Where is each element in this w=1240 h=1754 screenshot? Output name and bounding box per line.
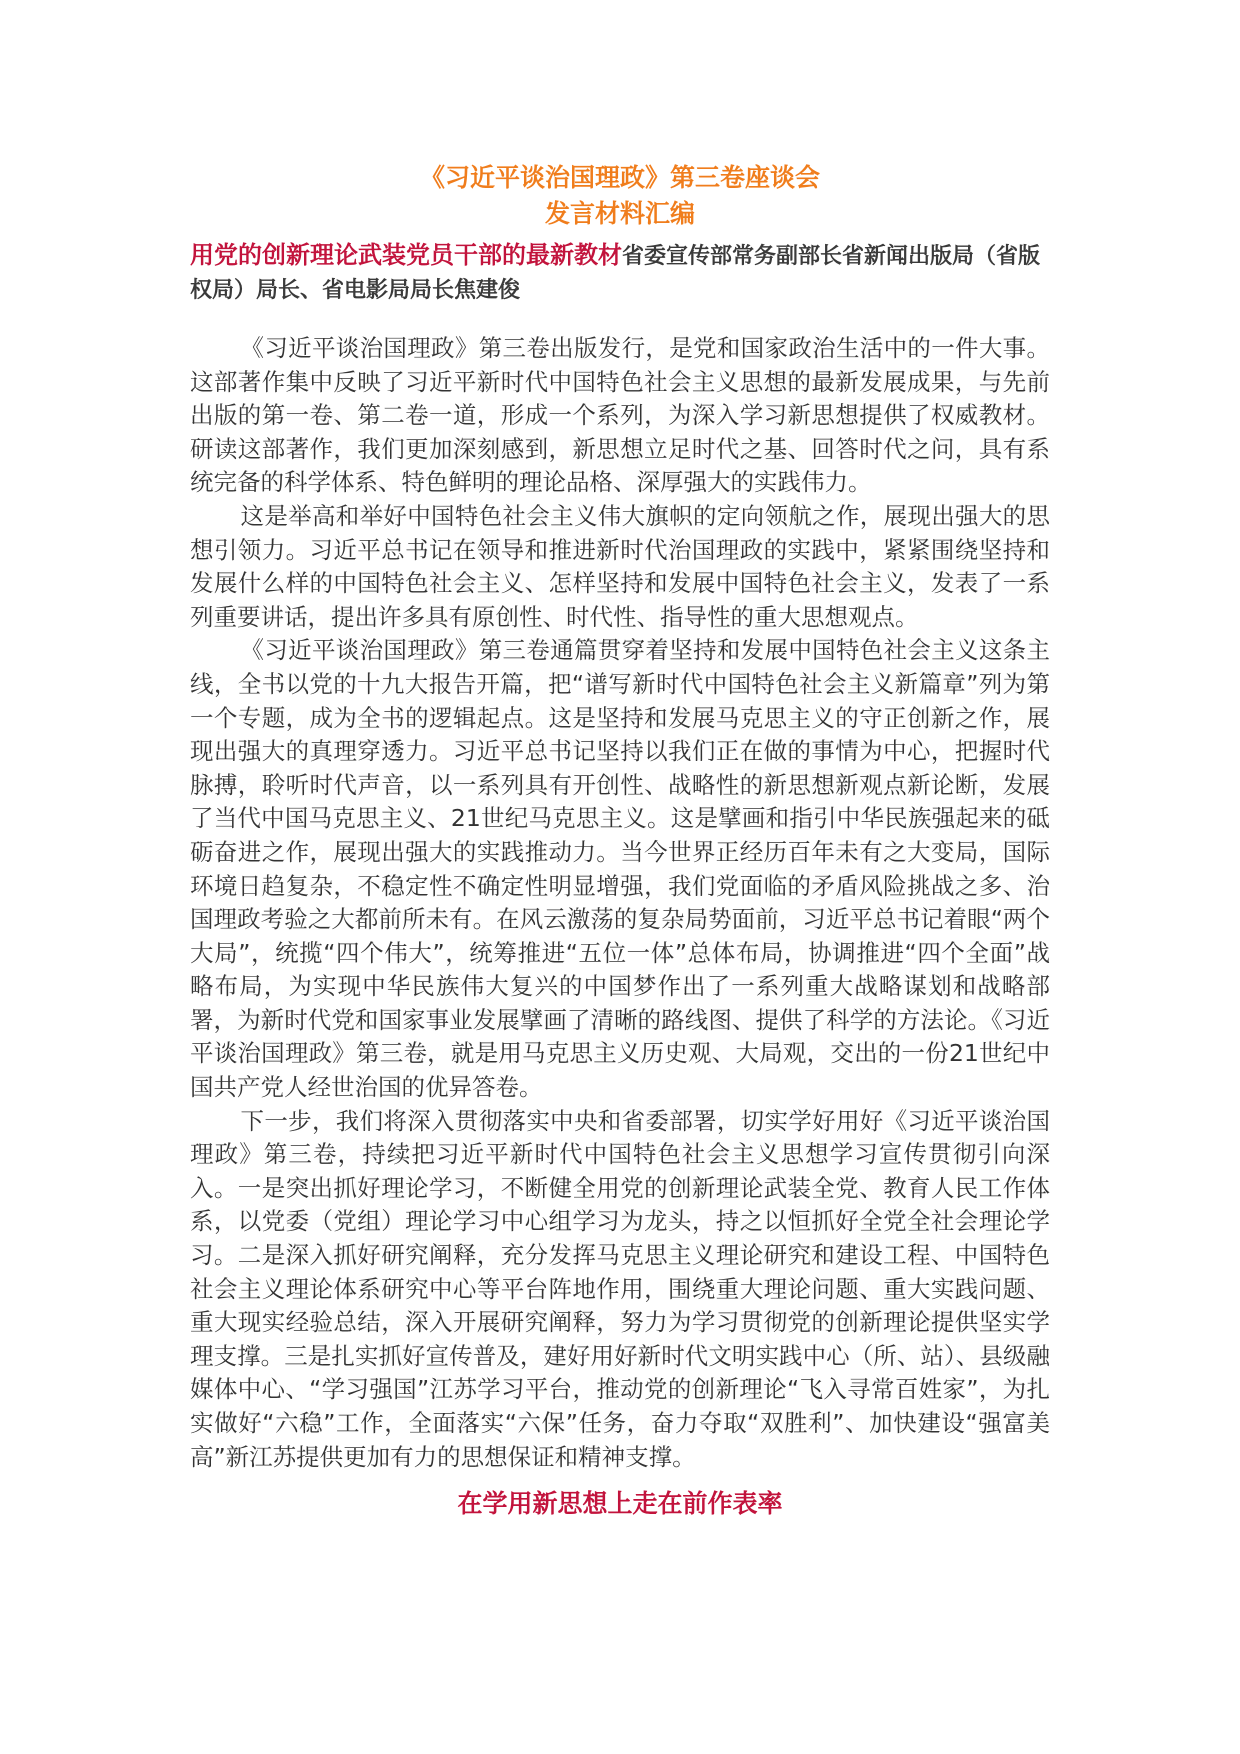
document-title-line1: 《习近平谈治国理政》第三卷座谈会 (419, 163, 820, 192)
article-byline (190, 238, 1050, 308)
body-paragraph-1: 《习近平谈治国理政》第三卷出版发行，是党和国家政治生活中的一件大事。这部著作集中反映了习近平新时代中国特色社会主义思想的最新发展成果，与先前出版的第一卷、第二卷一道，形成一个系列，为深入学习新思想提供了权威教材。研读这部著作，我们更加深刻感到，新思想立足时代之基、回答时代之问，具有系统完备的科学体系、特色鲜明的理论品格、深厚强大的实践伟力。 (190, 334, 1050, 497)
document-page (190, 160, 1050, 1522)
body-paragraph-2: 这是举高和举好中国特色社会主义伟大旗帜的定向领航之作，展现出强大的思想引领力。习近平总书记在领导和推进新时代治国理政的实践中，紧紧围绕坚持和发展什么样的中国特色社会主义、怎样坚持和发展中国特色社会主义，发表了一系列重要讲话，提出许多具有原创性、时代性、指导性的重大思想观点。 (190, 501, 1050, 631)
article-author: 省委宣传部常务副部长省新闻出版局（省版权局）局长、省电影局局长焦建俊 (190, 244, 1041, 303)
document-title-line2: 发言材料汇编 (544, 199, 695, 228)
body-paragraph-4: 下一步，我们将深入贯彻落实中央和省委部署，切实学好用好《习近平谈治国理政》第三卷，持续把习近平新时代中国特色社会主义思想学习宣传贯彻引向深入。一是突出抓好理论学习，不断健全用党的创新理论武装全党、教育人民工作体系，以党委（党组）理论学习中心组学习为龙头，持之以恒抓好全党全社会理论学习。二是深入抓好研究阐释，充分发挥马克思主义理论研究和建设工程、中国特色社会主义理论体系研究中心等平台阵地作用，围绕重大理论问题、重大实践问题、重大现实经验总结，深入开展研究阐释，努力为学习贯彻党的创新理论提供坚实学理支撑。三是扎实抓好宣传普及，建好用好新时代文明实践中心（所、站）、县级融媒体中心、“学习强国”江苏学习平台，推动党的创新理论“飞入寻常百姓家”，为扎实做好“六稳”工作，全面落实“六保”任务，奋力夺取“双胜利”、加快建设“强富美高”新江苏提供更加有力的思想保证和精神支撑。 (190, 1106, 1050, 1471)
article-headline: 用党的创新理论武装党员干部的最新教材 (190, 241, 622, 269)
next-section-title: 在学用新思想上走在前作表率 (457, 1489, 783, 1519)
body-paragraph-3: 《习近平谈治国理政》第三卷通篇贯穿着坚持和发展中国特色社会主义这条主线，全书以党的十九大报告开篇，把“谱写新时代中国特色社会主义新篇章”列为第一个专题，成为全书的逻辑起点。这是坚持和发展马克思主义的守正创新之作，展现出强大的真理穿透力。习近平总书记坚持以我们正在做的事情为中心，把握时代脉搏，聆听时代声音，以一系列具有开创性、战略性的新思想新观点新论断，发展了当代中国马克思主义、21世纪马克思主义。这是擘画和指引中华民族强起来的砥砺奋进之作，展现出强大的实践推动力。当今世界正经历百年未有之大变局，国际环境日趋复杂，不稳定性不确定性明显增强，我们党面临的矛盾风险挑战之多、治国理政考验之大都前所未有。在风云激荡的复杂局势面前，习近平总书记着眼“两个大局”，统揽“四个伟大”，统筹推进“五位一体”总体布局，协调推进“四个全面”战略布局，为实现中华民族伟大复兴的中国梦作出了一系列重大战略谋划和战略部署，为新时代党和国家事业发展擘画了清晰的路线图、提供了科学的方法论。《习近平谈治国理政》第三卷，就是用马克思主义历史观、大局观，交出的一份21世纪中国共产党人经世治国的优异答卷。 (190, 636, 1050, 1102)
